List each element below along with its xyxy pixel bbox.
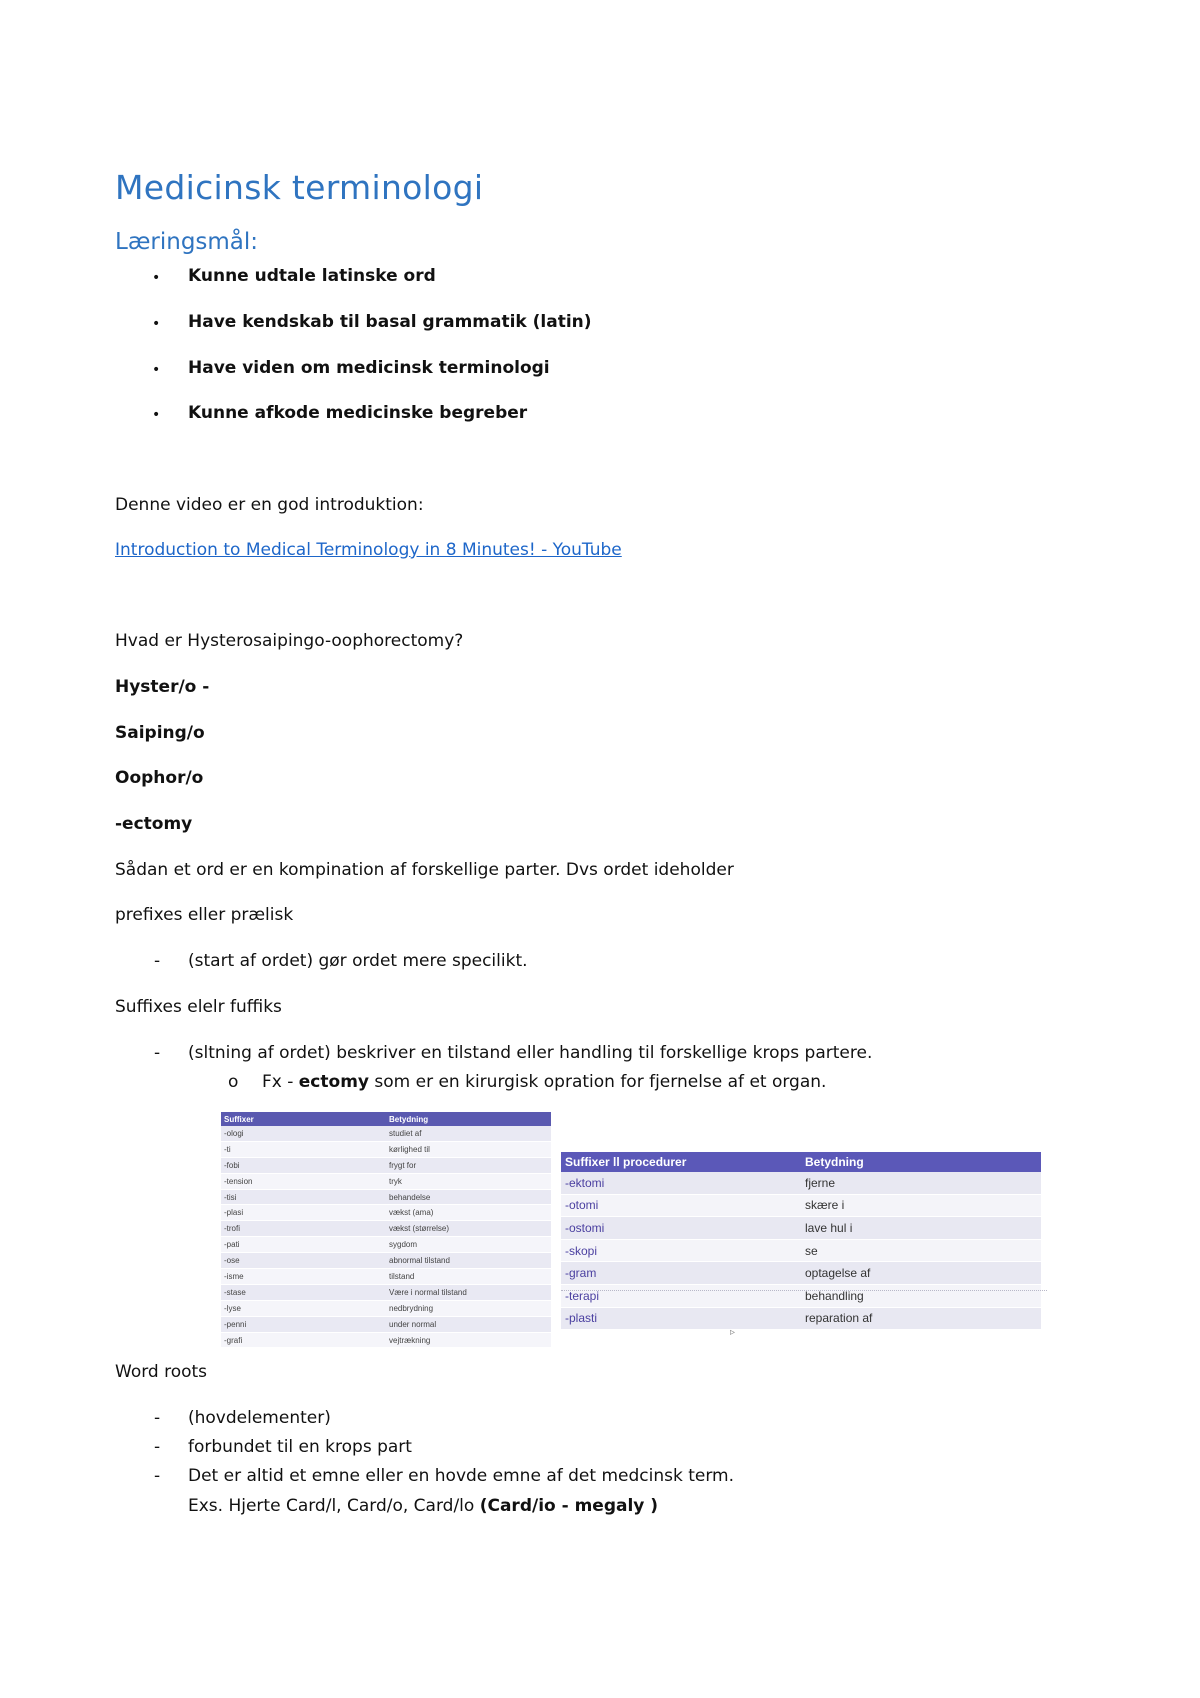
goal-item: Have viden om medicinsk terminologi — [188, 358, 550, 378]
table-cell: abnormal tilstand — [386, 1253, 551, 1269]
table-cell: -otomi — [561, 1194, 801, 1217]
table-cell: -plasti — [561, 1307, 801, 1330]
root-item: Det er altid et emne eller en hovde emne af det medcinsk term. — [188, 1466, 734, 1486]
example-line — [188, 1496, 658, 1516]
suffix-table-image — [221, 1112, 551, 1348]
table-cell: -ti — [221, 1141, 386, 1157]
table-cell: -tension — [221, 1173, 386, 1189]
suffixes-heading: Suffixes elelr fuffiks — [115, 997, 282, 1017]
bullet-icon: • — [152, 316, 161, 332]
table-row — [221, 1141, 551, 1157]
table-cell: studiet af — [386, 1126, 551, 1141]
table-row — [561, 1284, 1041, 1307]
table-header-cell: Suffixer — [221, 1112, 386, 1126]
procedure-suffix-table-image — [561, 1152, 1041, 1330]
dotted-divider — [561, 1290, 1047, 1291]
table-cell: sygdom — [386, 1237, 551, 1253]
word-part: Hyster/o - — [115, 677, 210, 697]
table-cell: -tisi — [221, 1189, 386, 1205]
table-row — [221, 1269, 551, 1285]
table-row — [221, 1189, 551, 1205]
fx-prefix: Fx - — [262, 1072, 299, 1092]
table-cell: -gram — [561, 1262, 801, 1285]
goal-item: Kunne udtale latinske ord — [188, 266, 436, 286]
table-cell: Være i normal tilstand — [386, 1284, 551, 1300]
table-cell: -trofi — [221, 1221, 386, 1237]
table-cell: -stase — [221, 1284, 386, 1300]
root-item: forbundet til en krops part — [188, 1437, 412, 1457]
table-row — [221, 1221, 551, 1237]
table-cell: reparation af — [801, 1307, 1041, 1330]
bullet-icon: • — [152, 407, 161, 423]
table-row — [221, 1316, 551, 1332]
dash-marker: - — [154, 1043, 161, 1063]
fx-example — [262, 1072, 826, 1092]
example-text: Exs. Hjerte Card/l, Card/o, Card/lo — [188, 1496, 480, 1516]
cursor-icon: ▹ — [730, 1327, 736, 1338]
word-part: Oophor/o — [115, 768, 204, 788]
table-row — [221, 1237, 551, 1253]
table-row — [561, 1262, 1041, 1285]
word-roots-heading: Word roots — [115, 1362, 208, 1382]
table-row — [561, 1194, 1041, 1217]
prefix-note: (start af ordet) gør ordet mere specilikt. — [188, 951, 528, 971]
bullet-icon: • — [152, 362, 161, 378]
table-cell: -ose — [221, 1253, 386, 1269]
table-row — [221, 1157, 551, 1173]
table-header-row — [561, 1152, 1041, 1172]
table-row — [561, 1172, 1041, 1194]
table-cell: vejtrækning — [386, 1332, 551, 1348]
table-cell: frygt for — [386, 1157, 551, 1173]
table-cell: skære i — [801, 1194, 1041, 1217]
table-row — [221, 1173, 551, 1189]
table-cell: -grafi — [221, 1332, 386, 1348]
table-cell: -terapi — [561, 1284, 801, 1307]
table-header-row — [221, 1112, 551, 1126]
section-heading-goals: Læringsmål: — [115, 229, 259, 255]
table-cell: -ologi — [221, 1126, 386, 1141]
dash-marker: - — [154, 951, 161, 971]
table-cell: -plasi — [221, 1205, 386, 1221]
goal-item: Kunne afkode medicinske begreber — [188, 403, 528, 423]
table-cell: vækst (størrelse) — [386, 1221, 551, 1237]
goal-item: Have kendskab til basal grammatik (latin) — [188, 312, 592, 332]
question-text: Hvad er Hysterosaipingo-oophorectomy? — [115, 631, 464, 651]
root-item: (hovdelementer) — [188, 1408, 331, 1428]
table-cell: -ostomi — [561, 1217, 801, 1240]
prefixes-heading: prefixes eller prælisk — [115, 905, 294, 925]
example-bold: (Card/io - megaly ) — [479, 1496, 659, 1516]
table-row — [221, 1205, 551, 1221]
table-cell: vækst (ama) — [386, 1205, 551, 1221]
table-row — [561, 1239, 1041, 1262]
table-cell: -ektomi — [561, 1172, 801, 1194]
video-intro-text: Denne video er en god introduktion: — [115, 495, 424, 515]
table-row — [221, 1300, 551, 1316]
table-header-cell: Betydning — [386, 1112, 551, 1126]
table-row — [561, 1217, 1041, 1240]
table-row — [221, 1253, 551, 1269]
dash-marker: - — [154, 1437, 161, 1457]
table-cell: behandelse — [386, 1189, 551, 1205]
suffix-note: (sltning af ordet) beskriver en tilstand eller handling til forskellige krops partere. — [188, 1043, 873, 1063]
bullet-icon: • — [152, 270, 161, 286]
page-title: Medicinsk terminologi — [115, 168, 484, 207]
table-row — [221, 1284, 551, 1300]
table-header-cell: Suffixer ll procedurer — [561, 1152, 801, 1172]
table-cell: se — [801, 1239, 1041, 1262]
table-row — [561, 1307, 1041, 1330]
table-cell: under normal — [386, 1316, 551, 1332]
video-link[interactable]: Introduction to Medical Terminology in 8 Minutes! - YouTube — [115, 540, 622, 560]
table-cell: -penni — [221, 1316, 386, 1332]
word-part: -ectomy — [115, 814, 193, 834]
fx-rest: som er en kirurgisk opration for fjernelse af et organ. — [369, 1072, 827, 1092]
table-cell: fjerne — [801, 1172, 1041, 1194]
sub-bullet-marker: o — [228, 1072, 239, 1092]
table-cell: -lyse — [221, 1300, 386, 1316]
dash-marker: - — [154, 1408, 161, 1428]
table-cell: behandling — [801, 1284, 1041, 1307]
table-cell: nedbrydning — [386, 1300, 551, 1316]
explanation-text: Sådan et ord er en kompination af forskellige parter. Dvs ordet ideholder — [115, 860, 734, 880]
table-cell: -skopi — [561, 1239, 801, 1262]
table-cell: lave hul i — [801, 1217, 1041, 1240]
table-cell: tilstand — [386, 1269, 551, 1285]
table-cell: optagelse af — [801, 1262, 1041, 1285]
table-row — [221, 1332, 551, 1348]
table-header-cell: Betydning — [801, 1152, 1041, 1172]
word-part: Saiping/o — [115, 723, 205, 743]
table-cell: tryk — [386, 1173, 551, 1189]
table-cell: -pati — [221, 1237, 386, 1253]
fx-term: ectomy — [298, 1072, 369, 1092]
table-cell: kørlighed til — [386, 1141, 551, 1157]
dash-marker: - — [154, 1466, 161, 1486]
table-row — [221, 1126, 551, 1141]
table-cell: -fobi — [221, 1157, 386, 1173]
table-cell: -isme — [221, 1269, 386, 1285]
